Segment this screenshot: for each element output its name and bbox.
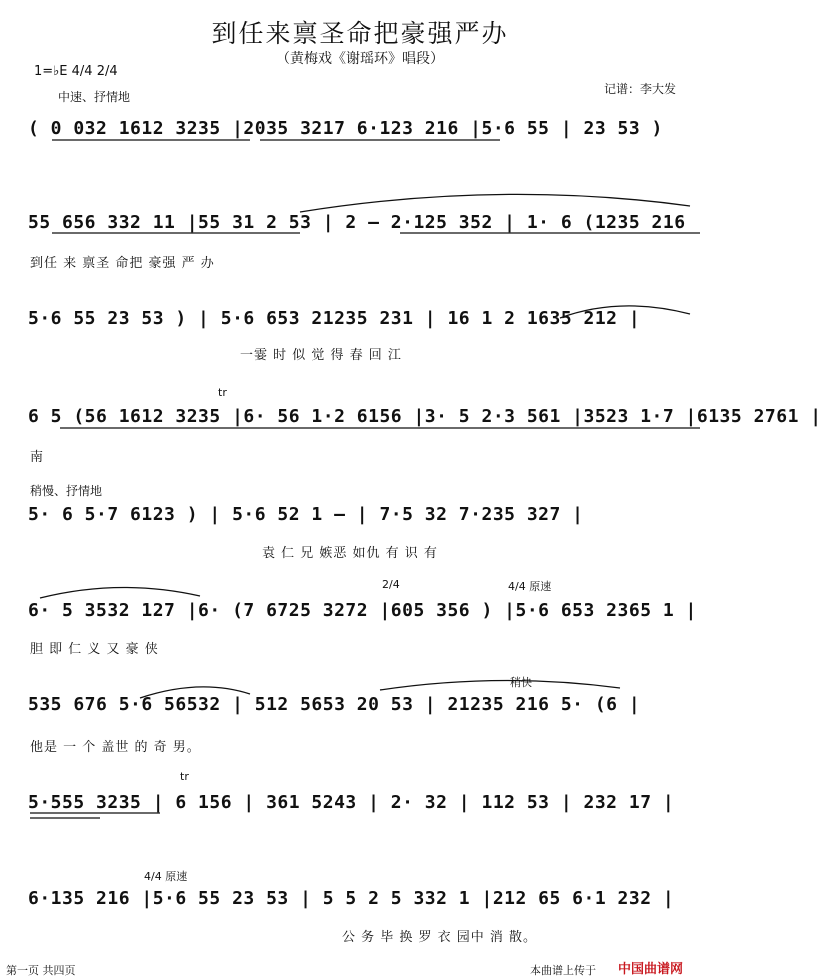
upload-note: 本曲谱上传于 [530,964,596,977]
page-indicator: 第一页 共四页 [6,964,76,977]
meter-change-44-b: 4/4 原速 [144,870,188,883]
notation-row-7: 535 676 5·6 56532 | 512 5653 20 53 | 21235 216 5· (6 | [28,694,641,715]
notation-row-8: 5·555 3235 | 6 156 | 361 5243 | 2· 32 | 112 53 | 232 17 | [28,792,675,813]
tempo-faster: 稍快 [510,676,532,689]
lyric-row-5: 袁 仁 兄 嫉恶 如仇 有 识 有 [262,546,438,561]
lyric-row-2: 到任 来 禀圣 命把 豪强 严 办 [30,256,215,271]
song-title: 到任来禀圣命把豪强严办 [211,19,509,48]
lyric-row-7: 他是 一 个 盖世 的 奇 男。 [30,740,201,755]
notation-row-6: 6· 5 3532 127 |6· (7 6725 3272 |605 356 ) |5·6 653 2365 1 | [28,600,697,621]
meter-change-24: 2/4 [382,578,400,591]
lyric-row-4: 南 [30,450,45,465]
lyric-row-3: 一霎 时 似 觉 得 春 回 江 [240,348,402,363]
notation-row-3: 5·6 55 23 53 ) | 5·6 653 21235 231 | 16 1 2 1635 212 | [28,308,641,329]
notation-row-4: 6 5 (56 1612 3235 |6· 56 1·2 6156 |3· 5 2·3 561 |3523 1·7 |6135 2761 | [28,406,822,427]
notation-row-5: 5· 6 5·7 6123 ) | 5·6 52 1 – | 7·5 32 7·235 327 | [28,504,584,525]
trill-mark-2: tr [180,770,189,783]
meter-change-44: 4/4 原速 [508,580,552,593]
song-subtitle: （黄梅戏《谢瑶环》唱段） [276,51,444,67]
tempo-marking: 中速、抒情地 [58,90,131,104]
notation-row-9: 6·135 216 |5·6 55 23 53 | 5 5 2 5 332 1 |212 65 6·1 232 | [28,888,675,909]
tempo-slow: 稍慢、抒情地 [30,484,103,498]
arranger-credit: 记谱：李大发 [604,82,677,96]
notation-row-1: ( 0 032 1612 3235 |2035 3217 6·123 216 |5·6 55 | 23 53 ) [28,118,663,139]
notation-row-2: 55 656 332 11 |55 31 2 53 | 2 – 2·125 352 | 1· 6 (1235 216 [28,212,686,233]
site-logo: 中国曲谱网 [618,962,684,977]
lyric-row-6: 胆 即 仁 义 又 豪 侠 [30,642,159,657]
key-signature: 1=♭E 4/4 2/4 [34,64,118,79]
lyric-row-9: 公 务 毕 换 罗 衣 园中 消 散。 [342,930,538,945]
trill-mark: tr [218,386,227,399]
